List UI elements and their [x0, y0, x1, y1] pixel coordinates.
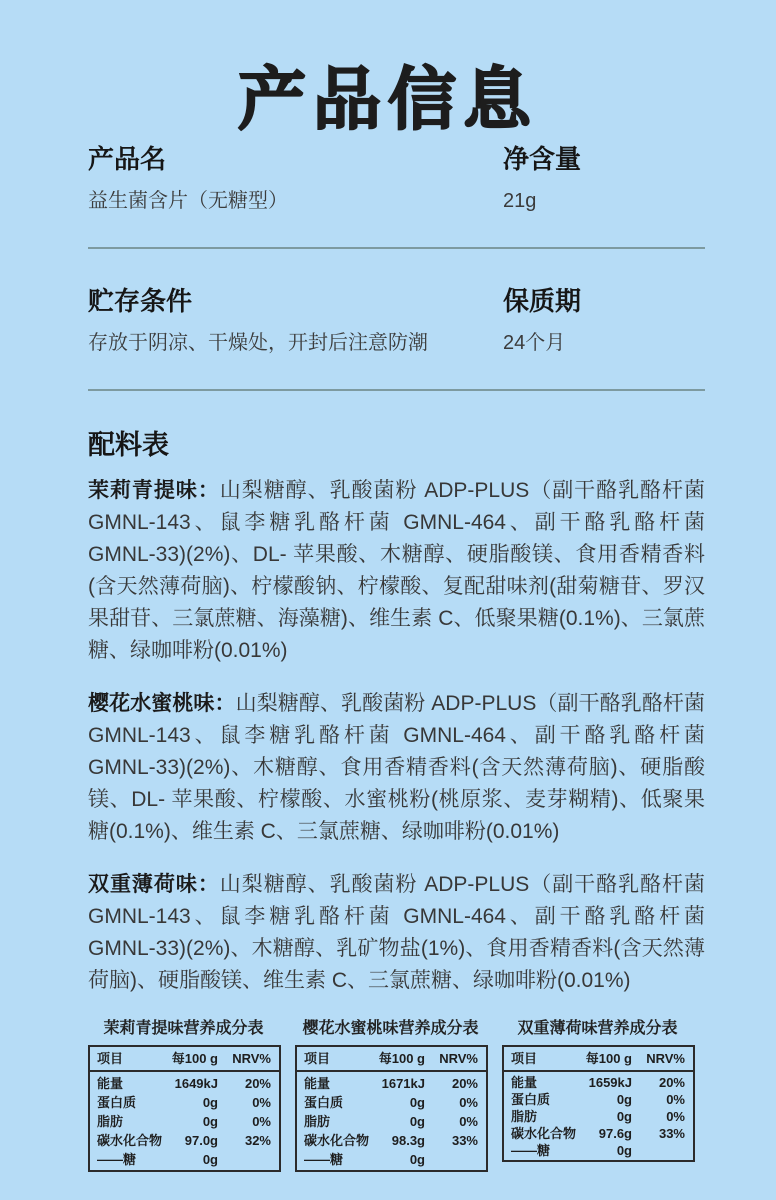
nutrition-table-jasmine	[88, 1019, 279, 1172]
table-row: ——糖 0g	[97, 1152, 218, 1167]
table-row: 蛋白质 0g 0%	[97, 1095, 271, 1110]
shelf-life-value: 24个月	[503, 332, 566, 354]
storage-section	[88, 286, 705, 355]
product-name-field	[88, 144, 503, 213]
flavor-2-text: 山梨糖醇、乳酸菌粉 ADP-PLUS（副干酪乳酪杆菌 GMNL-143、鼠李糖乳酪杆菌 GMNL-464、副干酪乳酪杆菌 GMNL-33)(2%)、木糖醇、食用香精香料(含天然薄荷脑)、硬脂酸镁、DL- 苹果酸、柠檬酸、水蜜桃粉(桃原浆、麦芽糊精)、低聚果糖(0.1%)、维生素 C、三氯蔗糖、绿咖啡粉(0.01%)	[88, 692, 706, 843]
shelf-life-field	[503, 286, 705, 355]
table-row: ——糖 0g	[304, 1152, 425, 1167]
nutrition-table-peach-title: 樱花水蜜桃味营养成分表	[302, 1020, 479, 1037]
table-row: 能量 1649kJ 20%	[97, 1076, 271, 1091]
net-weight-field	[503, 144, 705, 213]
table-row: 能量 1659kJ 20%	[511, 1075, 685, 1090]
net-weight-value: 21g	[503, 190, 537, 212]
nutrition-table-peach	[295, 1019, 486, 1172]
flavor-3-text: 山梨糖醇、乳酸菌粉 ADP-PLUS（副干酪乳酪杆菌 GMNL-143、鼠李糖乳酪杆菌 GMNL-464、副干酪乳酪杆菌 GMNL-33)(2%)、木糖醇、乳矿物盐(1%)、食用香精香料(含天然薄荷脑)、硬脂酸镁、维生素 C、三氯蔗糖、绿咖啡粉(0.01%)	[88, 873, 705, 992]
table-row: 脂肪 0g 0%	[97, 1114, 271, 1129]
storage-label: 贮存条件	[88, 286, 193, 316]
col-header-nrv: NRV%	[425, 1046, 487, 1071]
ingredients-flavor-3	[88, 869, 705, 997]
storage-value: 存放于阴凉、干燥处，开封后注意防潮	[88, 332, 428, 354]
nutrition-table	[502, 1045, 695, 1162]
table-row: 蛋白质 0g 0%	[511, 1092, 685, 1107]
col-header-nrv: NRV%	[632, 1046, 694, 1071]
table-row: ——糖 0g	[511, 1143, 632, 1158]
table-row: 碳水化合物 97.6g 33%	[511, 1126, 685, 1141]
flavor-1-text: 山梨糖醇、乳酸菌粉 ADP-PLUS（副干酪乳酪杆菌 GMNL-143、鼠李糖乳酪杆菌 GMNL-464、副干酪乳酪杆菌 GMNL-33)(2%)、DL- 苹果酸、木糖醇、硬脂酸镁、食用香精香料(含天然薄荷脑)、柠檬酸钠、柠檬酸、复配甜味剂(甜菊糖苷、罗汉果甜苷、三氯蔗糖、海藻糖)、维生素 C、低聚果糖(0.1%)、三氯蔗糖、绿咖啡粉(0.01%)	[88, 479, 705, 662]
table-header-row	[89, 1046, 280, 1071]
product-name-value: 益生菌含片（无糖型）	[88, 190, 288, 212]
ingredients-flavor-1	[88, 475, 705, 667]
col-header-item: 项目	[296, 1046, 370, 1071]
flavor-2-name: 樱花水蜜桃味：	[88, 692, 236, 715]
table-row: 碳水化合物 98.3g 33%	[304, 1133, 478, 1148]
nutrition-table	[88, 1045, 281, 1172]
flavor-3-name: 双重薄荷味：	[88, 873, 220, 896]
table-row: 蛋白质 0g 0%	[304, 1095, 478, 1110]
nutrition-table-mint-title: 双重薄荷味营养成分表	[517, 1020, 678, 1037]
table-row: 碳水化合物 97.0g 32%	[97, 1133, 271, 1148]
table-row: 能量 1671kJ 20%	[304, 1076, 478, 1091]
nutrition-table-mint	[502, 1019, 693, 1172]
col-header-per100g: 每100 g	[163, 1046, 218, 1071]
table-header-row	[296, 1046, 487, 1071]
nutrition-table	[295, 1045, 488, 1172]
col-header-nrv: NRV%	[218, 1046, 280, 1071]
table-header-row	[503, 1046, 694, 1071]
divider-2	[88, 389, 705, 391]
page-title: 产品信息	[237, 62, 538, 138]
table-row: 脂肪 0g 0%	[304, 1114, 478, 1129]
nutrition-table-jasmine-title: 茉莉青提味营养成分表	[103, 1020, 264, 1037]
net-weight-label: 净含量	[503, 144, 582, 174]
ingredients-heading: 配料表	[88, 430, 169, 460]
ingredients-flavor-2	[88, 688, 705, 848]
shelf-life-label: 保质期	[503, 286, 582, 316]
content-area	[88, 144, 705, 1172]
divider-1	[88, 247, 705, 249]
product-section	[88, 144, 705, 213]
col-header-item: 项目	[503, 1046, 577, 1071]
col-header-per100g: 每100 g	[577, 1046, 632, 1071]
nutrition-tables-row	[88, 1019, 705, 1172]
product-name-label: 产品名	[88, 144, 167, 174]
table-row: 脂肪 0g 0%	[511, 1109, 685, 1124]
storage-field	[88, 286, 503, 355]
flavor-1-name: 茉莉青提味：	[88, 479, 220, 502]
col-header-per100g: 每100 g	[370, 1046, 425, 1071]
col-header-item: 项目	[89, 1046, 163, 1071]
